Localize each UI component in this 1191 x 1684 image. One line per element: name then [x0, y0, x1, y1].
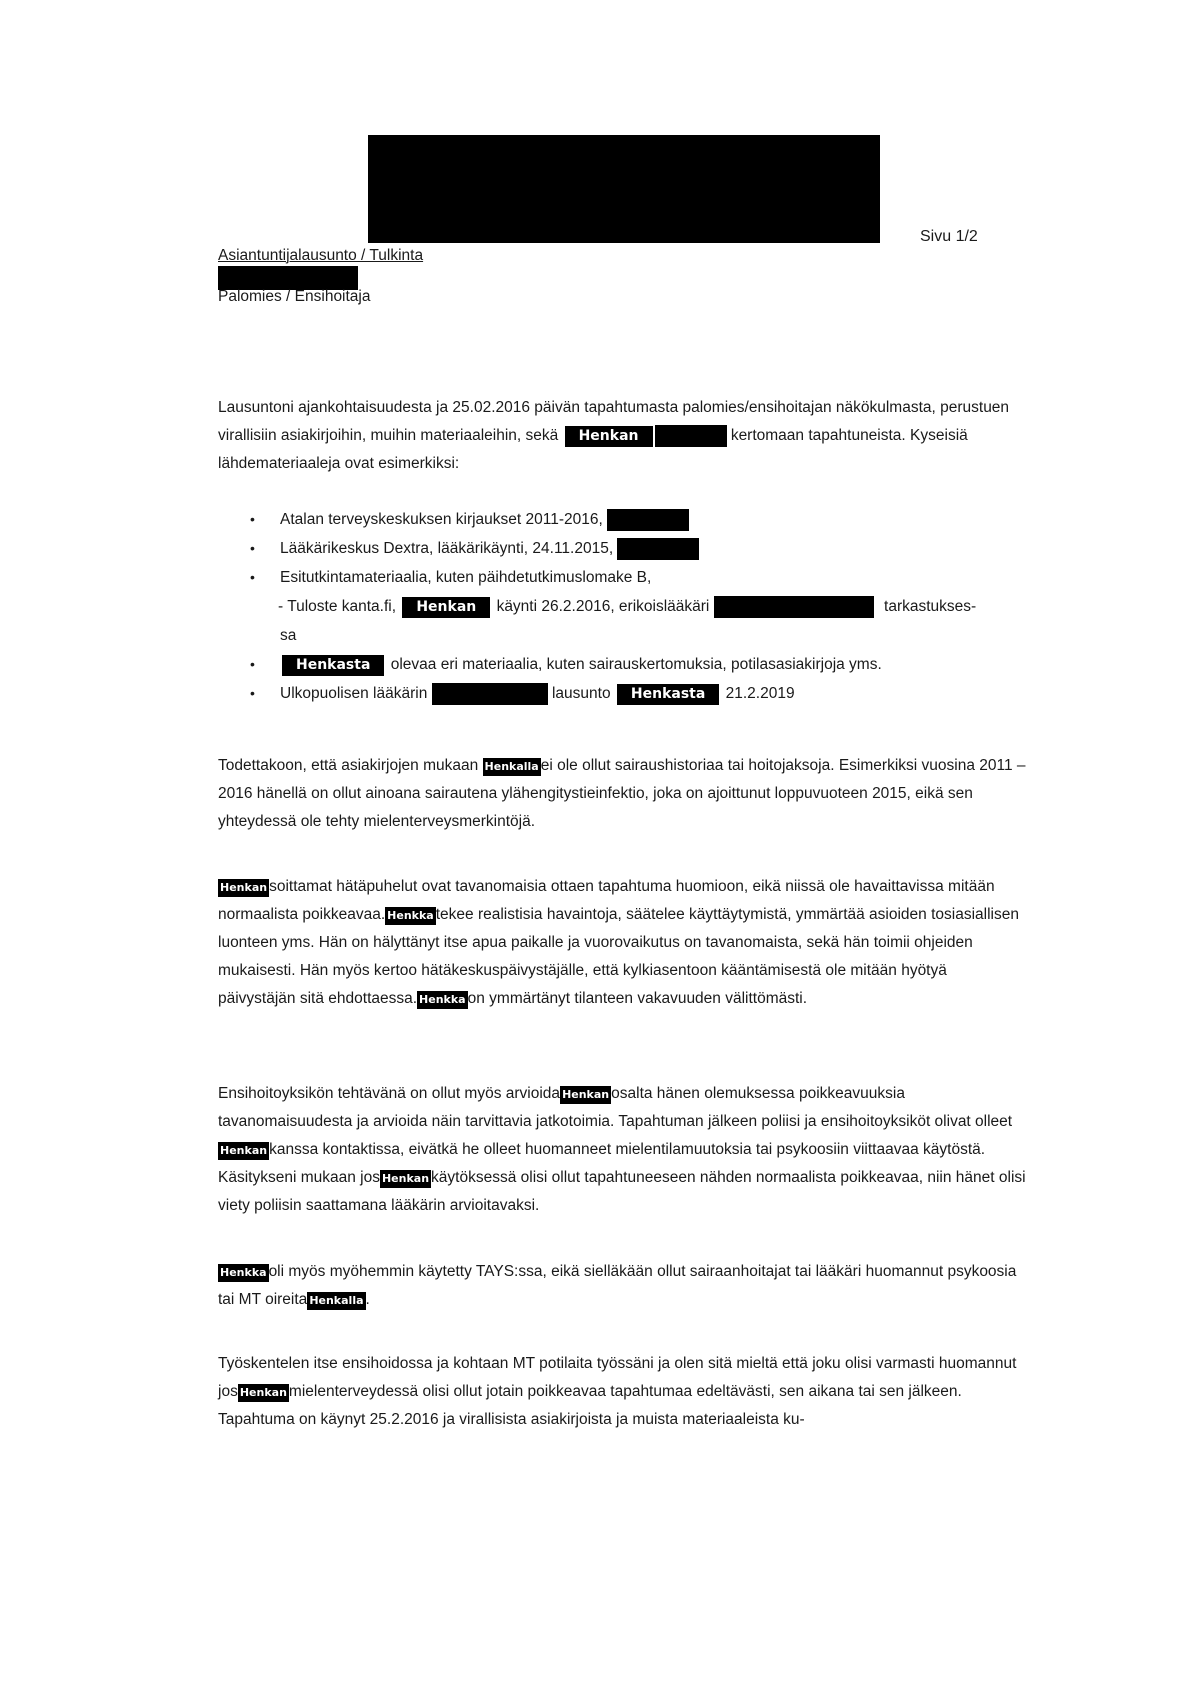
redaction-box: [655, 425, 727, 447]
source-list: [240, 505, 1040, 708]
name-tag: Henkan: [380, 1170, 431, 1188]
paragraph-history: Todettakoon, että asiakirjojen mukaan Henkalla ei ole ollut sairaushistoriaa tai hoitojaksoja. Esimerkiksi vuosina 2011 – 2016 hänellä on ollut ainoana sairautena ylähengitystieinfektio, joka on ajoittunut loppuvuoteen 2015, eikä sen yhteydessä ole tehty mielenterveysmerkintöjä.: [218, 757, 1026, 830]
name-tag: Henkan: [218, 1142, 269, 1160]
redaction-block-name: [218, 266, 358, 290]
name-tag: Henkasta: [617, 684, 719, 705]
list-item: • Ulkopuolisen lääkärin lausunto Henkasta 21.2.2019: [240, 679, 1040, 708]
intro-text-1: Lausuntoni ajankohtaisuudesta ja 25.02.2016 päivän tapahtumasta palomies/ensihoitajan näkökulmasta, perustuen virallisiin asiakirjoihin, muihin materiaaleihin, sekä: [218, 399, 1010, 444]
list-item: • Esitutkintamateriaalia, kuten päihdetutkimuslomake B,: [240, 563, 1040, 592]
name-tag: Henkalla: [307, 1292, 365, 1310]
name-tag: Henkasta: [282, 655, 384, 676]
name-tag: Henkan: [238, 1384, 289, 1402]
redaction-box: [432, 683, 548, 705]
name-tag: Henkka: [417, 991, 468, 1009]
redaction-box: [607, 509, 689, 531]
redaction-block-header: [368, 135, 880, 243]
paragraph-tays: Henkka oli myös myöhemmin käytetty TAYS:ssa, eikä sielläkään ollut sairaanhoitajat tai lääkäri huomannut psykoosia tai MT oireita Henkalla .: [218, 1263, 1017, 1308]
page-number: Sivu 1/2: [920, 228, 978, 245]
list-item: sa: [280, 627, 297, 644]
author-role: Palomies / Ensihoitaja: [218, 288, 371, 305]
name-tag: Henkan: [218, 879, 269, 897]
list-item: • Lääkärikeskus Dextra, lääkärikäynti, 24.11.2015,: [240, 534, 1040, 563]
name-tag: Henkan: [560, 1086, 611, 1104]
list-item: - Tuloste kanta.fi, Henkan käynti 26.2.2016, erikoislääkäri tarkastukses-: [240, 592, 1040, 621]
name-tag: Henkka: [385, 907, 436, 925]
name-tag: Henkalla: [483, 758, 541, 776]
redaction-box: [714, 596, 874, 618]
paragraph-own-experience: Työskentelen itse ensihoidossa ja kohtaan MT potilaita työssäni ja olen sitä mieltä että joku olisi varmasti huomannut jos Henkan mielenterveydessä olisi ollut jotain poikkeavaa tapahtumaa edeltävästi, sen aikana tai sen jälkeen. Tapahtuma on käynyt 25.2.2016 ja virallisista asiakirjoista ja muista materiaaleista ku-: [218, 1355, 1017, 1428]
list-item: • Atalan terveyskeskuksen kirjaukset 2011-2016,: [240, 505, 1040, 534]
paragraph-ems-assessment: Ensihoitoyksikön tehtävänä on ollut myös arvioida Henkan osalta hänen olemuksessa poikkeavuuksia tavanomaisuudesta ja arvioida näin tarvittavia jatkotoimia. Tapahtuman jälkeen poliisi ja ensihoitoyksiköt olivat olleetHenkan kanssa kontaktissa, eivätkä he olleet huomanneet mielentilamuutoksia tai psykoosiin viittaavaa käytöstä. Käsitykseni mukaan jos Henkan käytöksessä olisi ollut tapahtuneeseen nähden normaalista poikkeavaa, niin hänet olisi viety poliisin saattamana lääkärin arvioitavaksi.: [218, 1085, 1026, 1214]
name-tag: Henkan: [402, 597, 490, 618]
document-title: Asiantuntijalausunto / Tulkinta: [218, 247, 424, 264]
intro-paragraph: [218, 394, 1026, 478]
intro-text-2: kertomaan tapahtuneista. Kyseisiä lähdemateriaaleja ovat esimerkiksi:: [218, 427, 968, 472]
list-item: • Henkasta olevaa eri materiaalia, kuten sairauskertomuksia, potilasasiakirjoja yms.: [240, 650, 1040, 679]
name-tag: Henkka: [218, 1264, 269, 1282]
name-tag: Henkan: [565, 426, 653, 447]
redaction-box: [617, 538, 699, 560]
paragraph-emergency-calls: Henkan soittamat hätäpuhelut ovat tavanomaisia ottaen tapahtuma huomioon, eikä niissä ole havaittavissa mitään normaalista poikkeavaa. Henkka tekee realistisia havaintoja, säätelee käyttäytymistä, ymmärtää asioiden tosiasiallisen luonteen yms. Hän on hälyttänyt itse apua paikalle ja vuorovaikutus on tavanomaista, sekä hän toimii ohjeiden mukaisesti. Hän myös kertoo hätäkeskuspäivystäjälle, että kylkiasentoon kääntämisestä ole mitään hyötyä päivystäjän sitä ehdottaessa. Henkka on ymmärtänyt tilanteen vakavuuden välittömästi.: [218, 878, 1019, 1007]
